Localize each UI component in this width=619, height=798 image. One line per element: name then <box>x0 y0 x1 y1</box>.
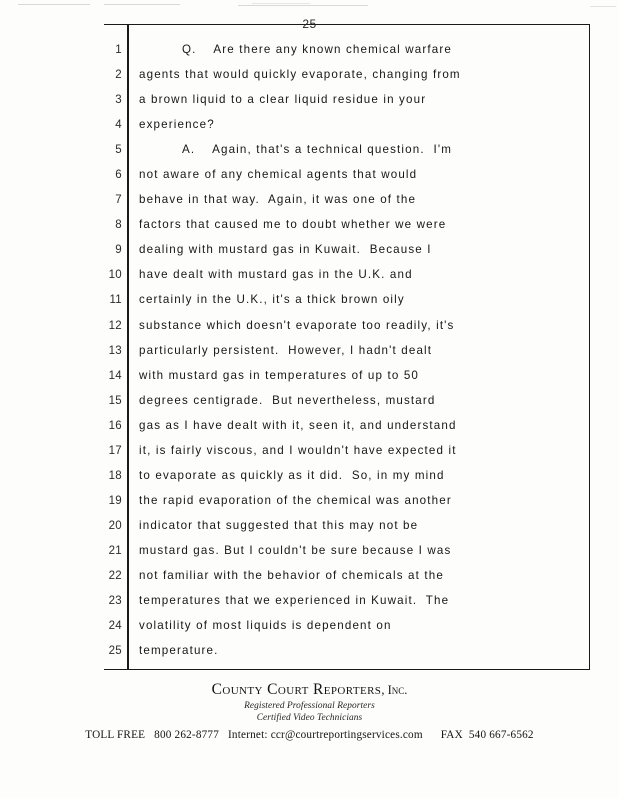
transcript-line-text: have dealt with mustard gas in the U.K. and <box>139 268 413 282</box>
transcript-line-number: 10 <box>108 269 122 282</box>
transcript-line <box>0 417 619 442</box>
transcript-line <box>0 442 619 467</box>
transcript-line-text: degrees centigrade. But nevertheless, mustard <box>139 393 436 407</box>
firm-contact-line: TOLL FREE 800 262-8777 Internet: ccr@courtreportingservices.com FAX 540 667-6562 <box>85 729 534 741</box>
tagline-line-1: Registered Professional Reporters <box>244 701 375 711</box>
transcript-line <box>0 41 619 66</box>
transcript-line-text: indicator that suggested that this may not be <box>139 518 419 532</box>
transcript-line-number: 19 <box>108 494 122 507</box>
transcript-line <box>0 392 619 417</box>
transcript-line-number: 13 <box>108 344 122 357</box>
transcript-line-text: not aware of any chemical agents that would <box>139 168 418 182</box>
transcript-line-number: 12 <box>108 319 122 332</box>
transcript-body <box>0 41 619 667</box>
transcript-line-text: to evaporate as quickly as it did. So, in my mind <box>139 468 445 482</box>
transcript-line-text: gas as I have dealt with it, seen it, and understand <box>139 418 457 432</box>
transcript-line-number: 3 <box>115 94 122 107</box>
transcript-line-number: 21 <box>108 544 122 557</box>
transcript-line-number: 20 <box>108 519 122 532</box>
transcript-line-text: factors that caused me to doubt whether we were <box>139 218 447 232</box>
transcript-line <box>0 141 619 166</box>
transcript-line-number: 15 <box>108 394 122 407</box>
transcript-line-text: it, is fairly viscous, and I wouldn't have expected it <box>139 443 457 457</box>
transcript-line-number: 25 <box>108 645 122 658</box>
transcript-line-number: 18 <box>108 469 122 482</box>
transcript-line <box>0 342 619 367</box>
transcript-line-number: 9 <box>115 244 122 257</box>
transcript-line-number: 6 <box>115 169 122 182</box>
transcript-line-text: temperatures that we experienced in Kuwait. The <box>139 594 450 608</box>
page-footer <box>0 681 619 741</box>
scan-artifact-streak <box>590 6 616 7</box>
page-number: 25 <box>302 17 317 31</box>
transcript-line-number: 17 <box>108 444 122 457</box>
firm-name-text: County Court Reporters <box>211 681 382 698</box>
scan-artifact-streak <box>18 4 90 5</box>
transcript-line <box>0 241 619 266</box>
transcript-line-text: not familiar with the behavior of chemicals at the <box>139 568 444 582</box>
transcript-line-text: particularly persistent. However, I hadn't dealt <box>139 343 433 357</box>
transcript-line <box>0 592 619 617</box>
transcript-line-text: the rapid evaporation of the chemical was another <box>139 493 452 507</box>
transcript-line <box>0 91 619 116</box>
tagline-line-2: Certified Video Technicians <box>256 712 363 723</box>
scan-artifact-streak <box>104 4 180 5</box>
transcript-line-text: dealing with mustard gas in Kuwait. Because I <box>139 243 432 257</box>
transcript-line-number: 24 <box>108 620 122 633</box>
firm-tagline <box>0 701 619 724</box>
transcript-line <box>0 542 619 567</box>
transcript-line-number: 4 <box>115 119 122 132</box>
transcript-line-number: 22 <box>108 569 122 582</box>
transcript-line-number: 11 <box>109 294 122 307</box>
transcript-line-text: mustard gas. But I couldn't be sure because I was <box>139 543 452 557</box>
transcript-line <box>0 66 619 91</box>
transcript-line <box>0 216 619 241</box>
transcript-line-text: A. Again, that's a technical question. I'm <box>182 143 452 157</box>
reporting-firm-name <box>0 681 619 699</box>
transcript-line-text: Q. Are there any known chemical warfare <box>182 43 452 56</box>
transcript-line-number: 5 <box>115 144 122 157</box>
transcript-line-number: 1 <box>115 44 122 56</box>
transcript-line <box>0 116 619 141</box>
transcript-line <box>0 191 619 216</box>
transcript-line <box>0 166 619 191</box>
transcript-line-number: 16 <box>108 419 122 432</box>
transcript-line <box>0 467 619 492</box>
transcript-line <box>0 317 619 342</box>
transcript-line <box>0 291 619 316</box>
transcript-line-text: with mustard gas in temperatures of up to 50 <box>139 368 420 382</box>
transcript-line-text: temperature. <box>139 644 219 658</box>
transcript-line-number: 7 <box>115 194 122 207</box>
transcript-line <box>0 617 619 642</box>
transcript-line-text: agents that would quickly evaporate, changing from <box>139 68 461 82</box>
transcript-line-text: substance which doesn't evaporate too readily, it's <box>139 318 455 332</box>
transcript-line-text: volatility of most liquids is dependent on <box>139 619 392 633</box>
transcript-line-number: 23 <box>108 595 122 608</box>
scan-artifact-streak <box>238 5 368 6</box>
transcript-line <box>0 492 619 517</box>
scan-artifact-streak <box>252 3 310 4</box>
transcript-line-text: experience? <box>139 118 215 132</box>
transcript-line <box>0 567 619 592</box>
transcript-line-text: behave in that way. Again, it was one of the <box>139 193 417 207</box>
transcript-line <box>0 642 619 667</box>
transcript-line <box>0 266 619 291</box>
transcript-line-text: a brown liquid to a clear liquid residue in your <box>139 93 427 107</box>
firm-name-suffix: , Inc. <box>381 683 408 697</box>
transcript-line-number: 2 <box>115 69 122 82</box>
transcript-line-number: 8 <box>115 219 122 232</box>
transcript-line <box>0 367 619 392</box>
transcript-line-text: certainly in the U.K., it's a thick brown oily <box>139 293 405 307</box>
transcript-line <box>0 517 619 542</box>
transcript-line-number: 14 <box>108 369 122 382</box>
